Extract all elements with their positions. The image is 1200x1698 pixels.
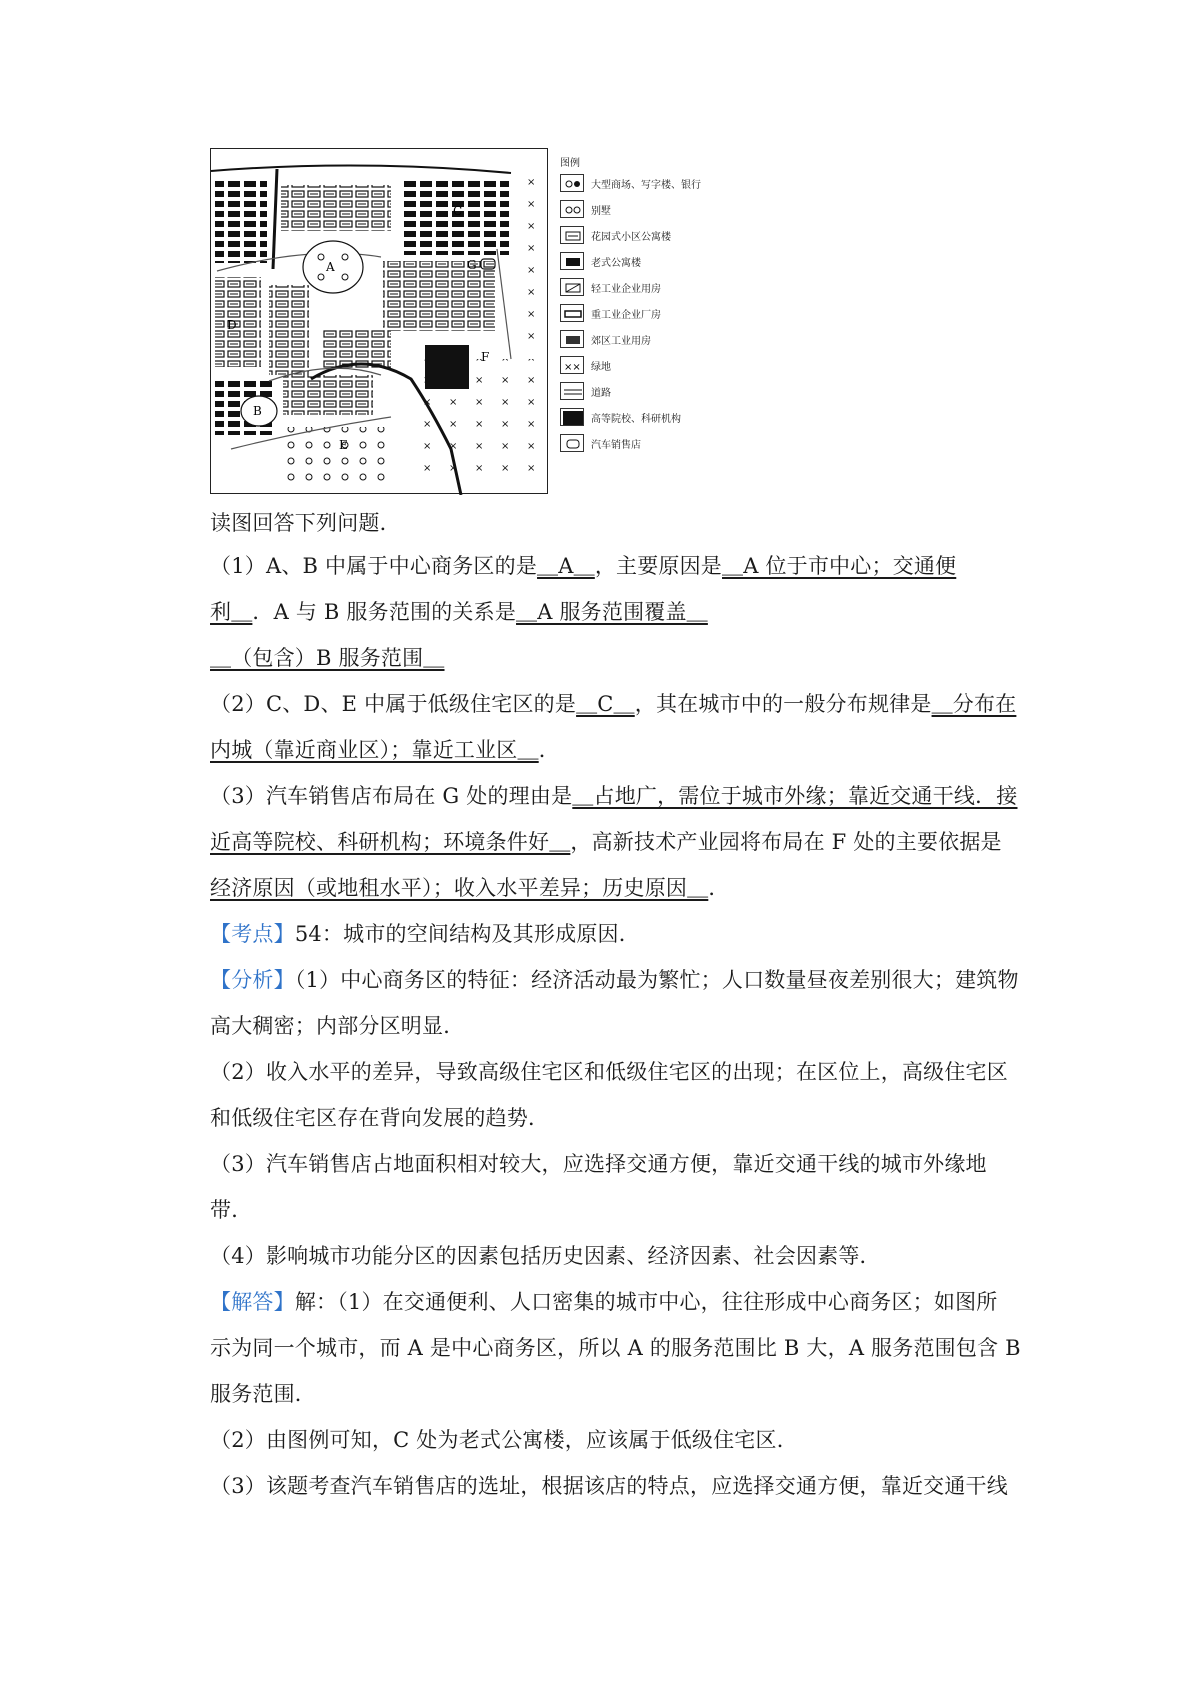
legend-item [560, 304, 730, 326]
answer-blank: 内城（靠近商业区）；靠近工业区＿ [210, 738, 539, 762]
legend-label: 花园式小区公寓楼 [591, 232, 671, 243]
legend-item [560, 252, 730, 274]
text-line [210, 1461, 1008, 1511]
legend-item [560, 278, 730, 300]
legend-item [560, 174, 730, 196]
legend-label: 高等院校、科研机构 [591, 414, 681, 425]
text-line [210, 1277, 997, 1327]
text-line [210, 725, 560, 775]
legend-label: 绿地 [591, 362, 611, 373]
city-map-figure [210, 148, 730, 494]
text-line [210, 1369, 316, 1419]
text-segment: 解：（1）在交通便利、人口密集的城市中心，往往形成中心商务区；如图所 [294, 1290, 998, 1314]
legend-title: 图例 [560, 158, 580, 169]
legend-swatch [560, 330, 584, 348]
map-label-d: D [227, 318, 237, 332]
text-line [210, 1093, 549, 1143]
legend-label: 大型商场、写字楼、银行 [591, 180, 701, 191]
map-drawing [211, 149, 549, 495]
map-label-e: E [339, 438, 348, 452]
text-segment: （3）该题考查汽车销售店的选址，根据该店的特点，应选择交通方便，靠近交通干线 [210, 1474, 1008, 1498]
legend-label: 郊区工业用房 [591, 336, 651, 347]
answer-blank: ＿（包含）B 服务范围＿ [210, 646, 445, 670]
text-line [210, 817, 1002, 867]
legend-label: 道路 [591, 388, 611, 399]
legend-swatch [560, 278, 584, 296]
text-segment: 示为同一个城市，而 A 是中心商务区，所以 A 的服务范围比 B 大，A 服务范围包含 B [210, 1336, 1021, 1360]
text-line [210, 1047, 1008, 1097]
legend-swatch [560, 434, 584, 452]
text-line [210, 679, 1016, 729]
text-segment: （3）汽车销售店占地面积相对较大，应选择交通方便，靠近交通干线的城市外缘地 [210, 1152, 987, 1176]
text-line [210, 771, 1018, 821]
text-line [210, 1185, 252, 1235]
answer-blank: ＿A 服务范围覆盖＿ [516, 600, 708, 624]
legend-item [560, 434, 730, 456]
legend-item [560, 226, 730, 248]
legend-item [560, 382, 730, 404]
text-line [210, 1415, 798, 1465]
legend-swatch [560, 252, 584, 270]
section-tag: 【分析】 [210, 968, 295, 992]
legend-swatch [560, 356, 584, 374]
text-line [210, 541, 956, 591]
text-segment: （2）C、D、E 中属于低级住宅区的是 [210, 692, 577, 716]
map-label-g: G [467, 258, 477, 272]
map-label-f: F [481, 350, 490, 364]
text-line [210, 1231, 881, 1281]
map-label-a: A [326, 260, 335, 274]
text-segment: 服务范围． [210, 1382, 316, 1406]
answer-blank: 利＿ [210, 600, 253, 624]
map-legend [560, 148, 730, 494]
text-segment: （2）收入水平的差异，导致高级住宅区和低级住宅区的出现；在区位上，高级住宅区 [210, 1060, 1008, 1084]
legend-item [560, 356, 730, 378]
text-segment: ． [708, 876, 730, 900]
text-line [210, 587, 708, 637]
legend-swatch [560, 304, 584, 322]
city-map [210, 148, 548, 494]
text-segment: 带． [210, 1198, 253, 1222]
legend-swatch [560, 200, 584, 218]
text-segment: 高大稠密；内部分区明显． [210, 1014, 465, 1038]
text-segment: （1）中心商务区的特征：经济活动最为繁忙；人口数量昼夜差别很大；建筑物 [294, 968, 1019, 992]
text-segment: （3）汽车销售店布局在 G 处的理由是 [210, 784, 573, 808]
legend-label: 老式公寓楼 [591, 258, 641, 269]
legend-label: 重工业企业厂房 [591, 310, 661, 321]
answer-blank: ＿占地广，需位于城市外缘；靠近交通干线．接 [572, 784, 1018, 808]
section-tag: 【解答】 [210, 1290, 295, 1314]
text-line [210, 1001, 464, 1051]
svg-text:××: ×× [564, 362, 581, 373]
text-segment: ．A 与 B 服务范围的关系是 [252, 600, 517, 624]
text-segment: ，高新技术产业园将布局在 F 处的主要依据是 [570, 830, 1002, 854]
answer-blank: ＿A＿ [537, 554, 595, 578]
answer-blank: 近高等院校、科研机构；环境条件好＿ [210, 830, 571, 854]
text-segment: 54：城市的空间结构及其形成原因． [294, 922, 640, 946]
text-segment: （4）影响城市功能分区的因素包括历史因素、经济因素、社会因素等． [210, 1244, 881, 1268]
legend-label: 别墅 [591, 206, 611, 217]
text-segment: 读图回答下列问题． [210, 511, 401, 535]
text-line [210, 955, 1019, 1005]
answer-blank: ＿A 位于市中心；交通便 [722, 554, 957, 578]
legend-label: 汽车销售店 [591, 440, 641, 451]
legend-item [560, 330, 730, 352]
text-segment: ，其在城市中的一般分布规律是 [634, 692, 932, 716]
answer-blank: ＿C＿ [576, 692, 635, 716]
text-segment: （1）A、B 中属于中心商务区的是 [210, 554, 538, 578]
text-segment: 和低级住宅区存在背向发展的趋势． [210, 1106, 550, 1130]
text-segment: ，主要原因是 [594, 554, 723, 578]
legend-swatch [560, 226, 584, 244]
legend-item [560, 408, 730, 430]
legend-swatch [560, 408, 584, 426]
text-line [210, 1139, 987, 1189]
text-segment: ． [538, 738, 560, 762]
text-line [210, 909, 640, 959]
answer-blank: ＿分布在 [931, 692, 1017, 716]
section-tag: 【考点】 [210, 922, 295, 946]
text-line [210, 633, 445, 683]
text-segment: （2）由图例可知，C 处为老式公寓楼，应该属于低级住宅区． [210, 1428, 798, 1452]
answer-blank: 经济原因（或地租水平）；收入水平差异；历史原因＿ [210, 876, 709, 900]
legend-item [560, 200, 730, 222]
map-label-b: B [253, 404, 262, 418]
text-line [210, 1323, 1021, 1373]
text-line [210, 863, 730, 913]
map-label-c: C [453, 204, 463, 218]
legend-swatch [560, 174, 584, 192]
legend-label: 轻工业企业用房 [591, 284, 661, 295]
legend-swatch [560, 382, 584, 400]
